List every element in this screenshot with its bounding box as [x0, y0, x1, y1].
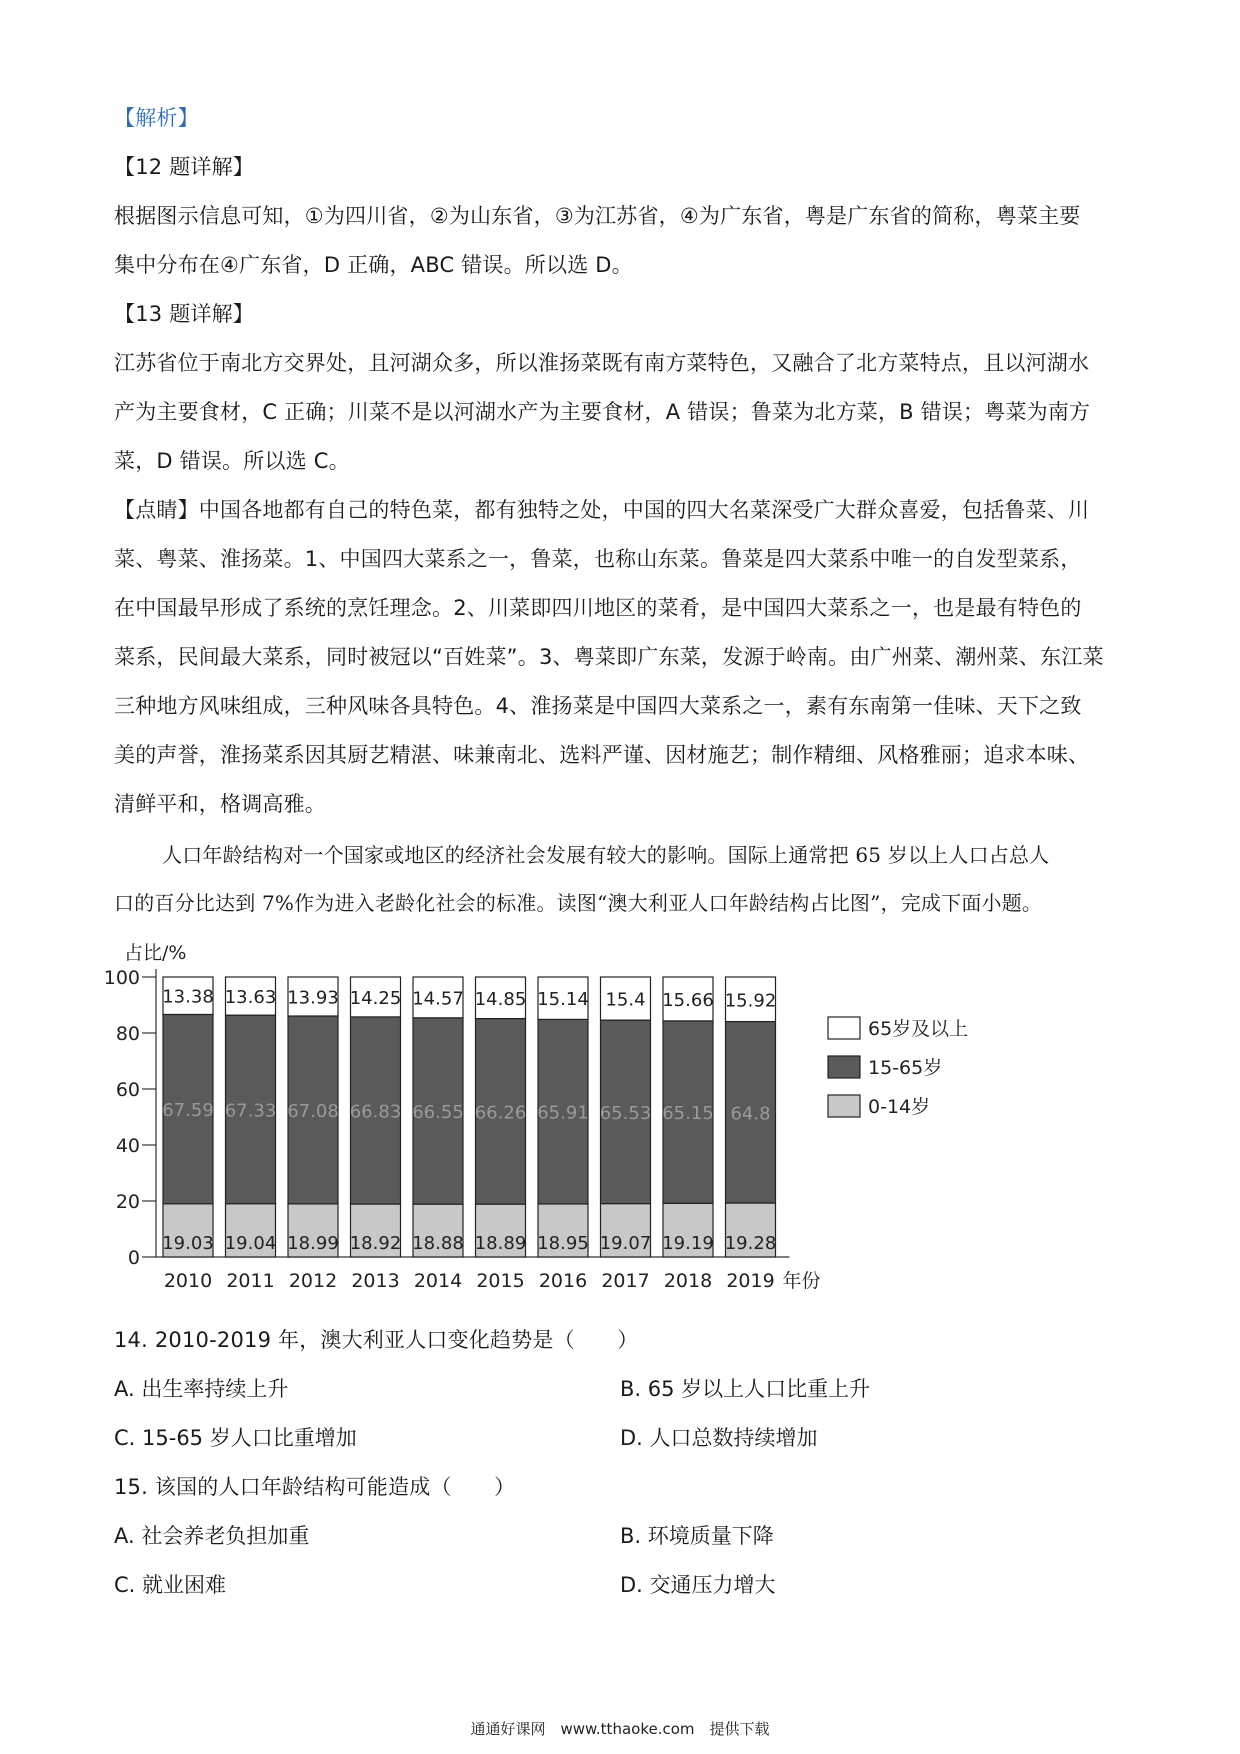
x-tick-label: 2010 [163, 1270, 213, 1292]
q13-text-line: 江苏省位于南北方交界处，且河湖众多，所以淮扬菜既有南方菜特色，又融合了北方菜特点，且以河湖水 [114, 351, 1090, 375]
q14-option-a[interactable]: A. 出生率持续上升 [114, 1377, 289, 1401]
x-tick-label: 2014 [413, 1270, 463, 1292]
data-label: 18.89 [474, 1233, 527, 1254]
page-footer: 通通好课网 www.tthaoke.com 提供下载 [470, 1720, 770, 1738]
intro-text-line: 人口年龄结构对一个国家或地区的经济社会发展有较大的影响。国际上通常把 65 岁以上人口占总人 [162, 843, 1050, 867]
data-label: 13.63 [224, 987, 277, 1009]
y-tick-label: 20 [115, 1191, 140, 1213]
y-tick-label: 0 [127, 1247, 140, 1269]
data-label: 19.19 [662, 1233, 714, 1254]
data-label: 65.53 [599, 1102, 652, 1124]
data-label: 19.07 [599, 1233, 652, 1254]
q14-option-d[interactable]: D. 人口总数持续增加 [620, 1426, 818, 1450]
legend-swatch [828, 1095, 860, 1117]
x-tick-label: 2018 [663, 1270, 713, 1292]
q15-option-a[interactable]: A. 社会养老负担加重 [114, 1524, 310, 1548]
data-label: 13.38 [162, 986, 214, 1008]
data-label: 15.4 [605, 989, 646, 1011]
x-tick-label: 2015 [476, 1270, 525, 1292]
data-label: 18.95 [537, 1233, 589, 1254]
question-15-stem: 15. 该国的人口年龄结构可能造成（ ） [114, 1475, 516, 1499]
q12-text-line: 集中分布在④广东省，D 正确，ABC 错误。所以选 D。 [114, 253, 633, 277]
data-label: 13.93 [287, 987, 339, 1009]
data-label: 15.66 [662, 989, 714, 1011]
data-label: 15.92 [724, 990, 777, 1012]
q15-option-b[interactable]: B. 环境质量下降 [620, 1524, 774, 1548]
data-label: 64.8 [730, 1103, 771, 1125]
q12-text-line: 根据图示信息可知，①为四川省，②为山东省，③为江苏省，④为广东省，粤是广东省的简称，粤菜主要 [114, 204, 1081, 228]
tip-text-line: 三种地方风味组成，三种风味各具特色。4、淮扬菜是中国四大菜系之一，素有东南第一佳味、天下之致 [114, 694, 1082, 718]
tip-text-line: 菜、粤菜、淮扬菜。1、中国四大菜系之一，鲁菜，也称山东菜。鲁菜是四大菜系中唯一的自发型菜系， [114, 547, 1082, 571]
q14-option-c[interactable]: C. 15-65 岁人口比重增加 [114, 1426, 357, 1450]
y-tick-label: 40 [115, 1135, 140, 1157]
data-label: 19.03 [162, 1233, 214, 1254]
data-label: 66.83 [349, 1101, 402, 1123]
intro-text-line: 口的百分比达到 7%作为进入老龄化社会的标准。读图“澳大利亚人口年龄结构占比图”，完成下面小题。 [114, 891, 1043, 915]
x-tick-label: 2011 [226, 1270, 275, 1292]
y-tick-label: 80 [115, 1023, 140, 1045]
legend-label: 15-65岁 [868, 1057, 943, 1079]
analysis-heading: 【解析】 [114, 106, 199, 130]
data-label: 14.57 [412, 988, 464, 1010]
x-tick-label: 2016 [538, 1270, 588, 1292]
y-axis-label: 占比/% [124, 942, 187, 964]
data-label: 14.25 [349, 987, 402, 1009]
q13-text-line: 菜，D 错误。所以选 C。 [114, 449, 350, 473]
q15-option-c[interactable]: C. 就业困难 [114, 1573, 227, 1597]
x-tick-label: 2019 [726, 1270, 775, 1292]
q13-heading: 【13 题详解】 [114, 302, 254, 326]
data-label: 18.92 [349, 1233, 402, 1254]
question-14-stem: 14. 2010-2019 年，澳大利亚人口变化趋势是（ ） [114, 1328, 639, 1352]
tip-text-line: 清鲜平和，格调高雅。 [114, 792, 326, 816]
x-tick-label: 2012 [288, 1270, 338, 1292]
q14-option-b[interactable]: B. 65 岁以上人口比重上升 [620, 1377, 871, 1401]
data-label: 18.88 [412, 1233, 464, 1254]
x-tick-label: 2017 [601, 1270, 650, 1292]
legend-swatch [828, 1056, 860, 1078]
data-label: 67.33 [224, 1100, 277, 1122]
data-label: 15.14 [537, 989, 589, 1011]
tip-text-line: 【点睛】中国各地都有自己的特色菜，都有独特之处，中国的四大名菜深受广大群众喜爱，包括鲁菜、川 [114, 498, 1090, 522]
population-age-chart [103, 935, 990, 1300]
legend-swatch [828, 1017, 860, 1039]
x-axis-label: 年份 [782, 1270, 821, 1292]
data-label: 67.59 [162, 1100, 214, 1122]
data-label: 65.15 [662, 1103, 714, 1125]
data-label: 67.08 [287, 1100, 339, 1122]
data-label: 66.26 [474, 1102, 527, 1124]
y-tick-label: 60 [115, 1079, 140, 1101]
y-tick-label: 100 [103, 967, 140, 989]
data-label: 18.99 [287, 1233, 339, 1254]
data-label: 65.91 [537, 1102, 589, 1124]
q15-option-d[interactable]: D. 交通压力增大 [620, 1573, 776, 1597]
tip-text-line: 美的声誉，淮扬菜系因其厨艺精湛、味兼南北、选料严谨、因材施艺；制作精细、风格雅丽；追求本味、 [114, 743, 1090, 767]
data-label: 19.28 [724, 1233, 777, 1254]
data-label: 66.55 [412, 1101, 464, 1123]
q12-heading: 【12 题详解】 [114, 155, 254, 179]
legend-label: 0-14岁 [868, 1096, 931, 1118]
q13-text-line: 产为主要食材，C 正确；川菜不是以河湖水产为主要食材，A 错误；鲁菜为北方菜，B 错误；粤菜为南方 [114, 400, 1091, 424]
tip-text-line: 在中国最早形成了系统的烹饪理念。2、川菜即四川地区的菜肴，是中国四大菜系之一，也是最有特色的 [114, 596, 1082, 620]
legend-label: 65岁及以上 [868, 1018, 969, 1040]
data-label: 19.04 [224, 1233, 277, 1254]
x-tick-label: 2013 [351, 1270, 400, 1292]
data-label: 14.85 [474, 988, 527, 1010]
tip-text-line: 菜系，民间最大菜系，同时被冠以“百姓菜”。3、粤菜即广东菜，发源于岭南。由广州菜、潮州菜、东江菜 [114, 645, 1104, 669]
